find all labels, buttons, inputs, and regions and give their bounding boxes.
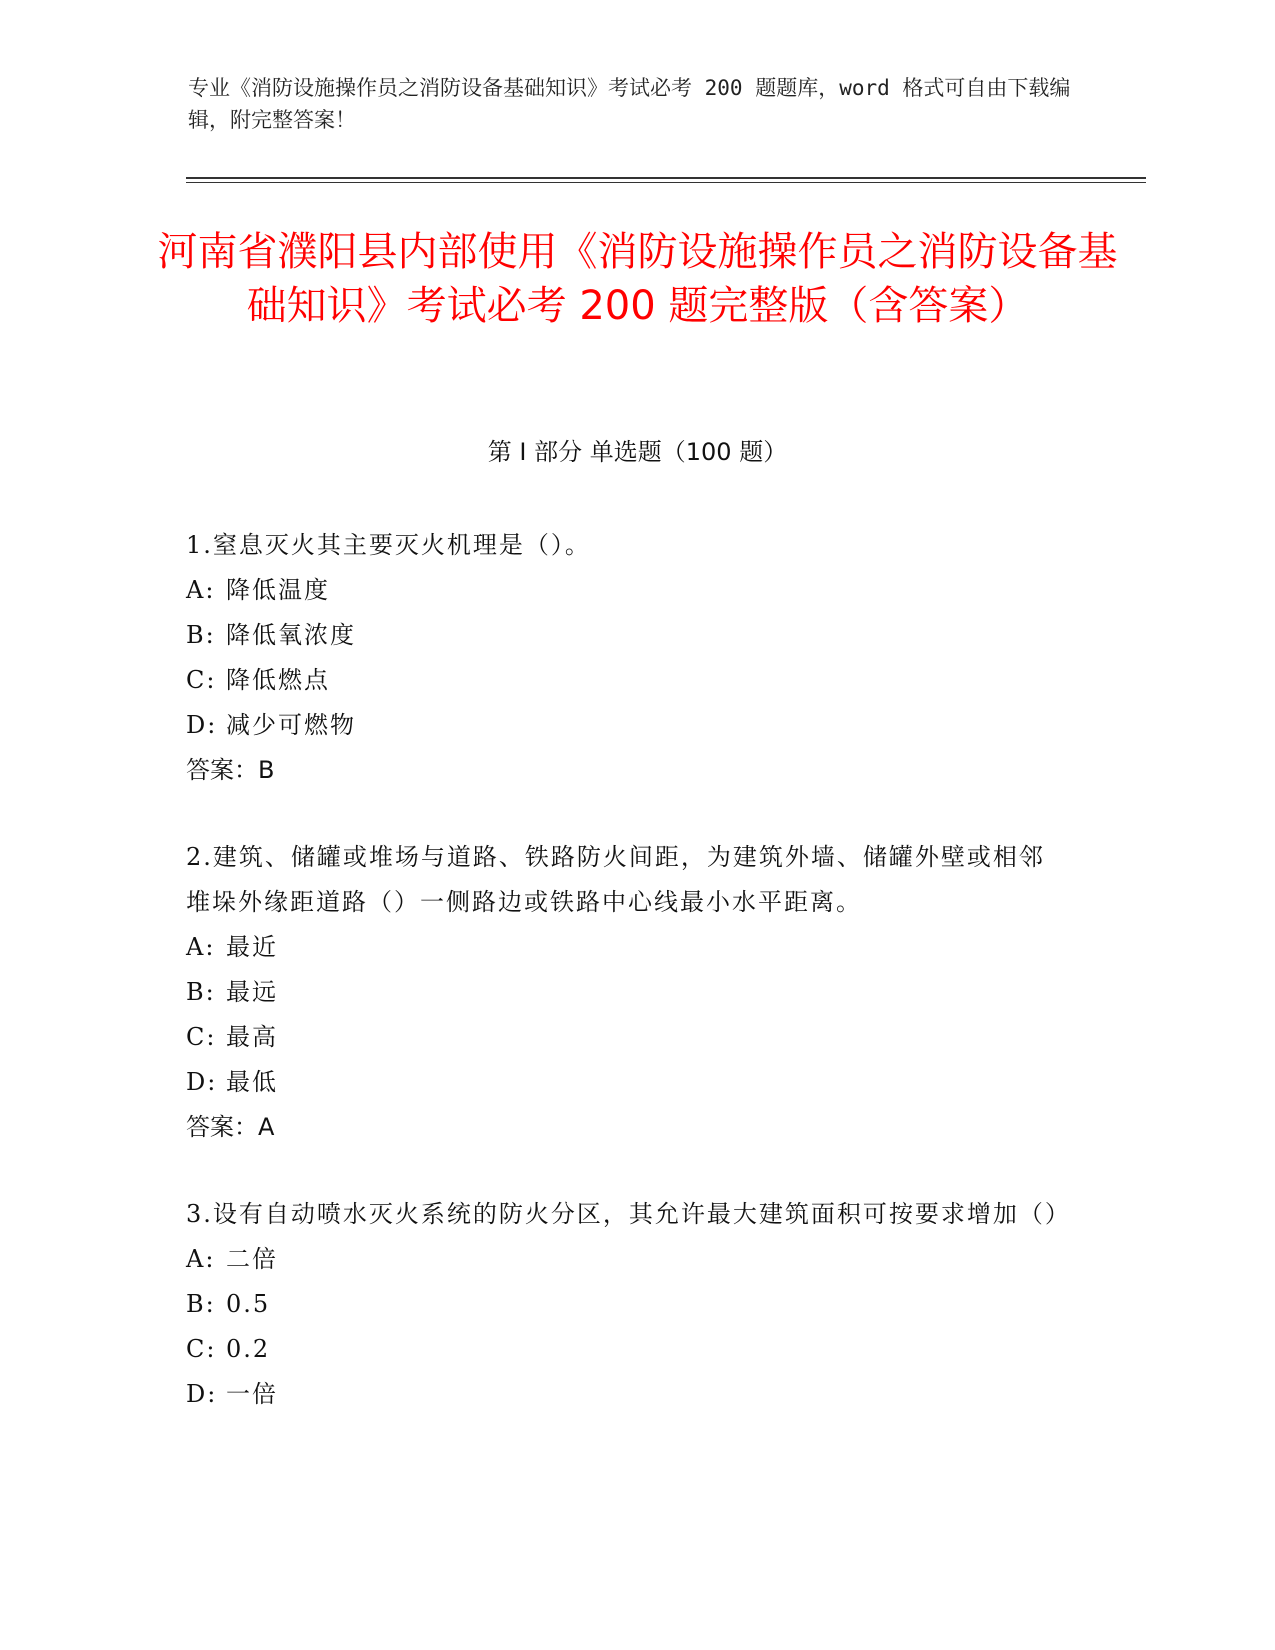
- option-text: 二倍: [226, 1245, 278, 1273]
- option-letter: B:: [186, 1290, 216, 1318]
- option-text: 0.2: [226, 1335, 271, 1363]
- option-text: 最低: [226, 1068, 278, 1096]
- option-text: 降低氧浓度: [226, 621, 356, 649]
- option-letter: D:: [186, 1380, 218, 1408]
- question-stem: 2.建筑、储罐或堆场与道路、铁路防火间距，为建筑外墙、储罐外壁或相邻堆垛外缘距道路（）一侧路边或铁路中心线最小水平距离。: [186, 843, 1045, 916]
- option-text: 最近: [226, 933, 278, 961]
- header-divider-thin: [186, 182, 1146, 183]
- header-divider-thick: [186, 177, 1146, 179]
- option-letter: C:: [186, 666, 217, 694]
- question-3: [186, 1192, 1071, 1417]
- section-title: 第 I 部分 单选题（100 题）: [487, 438, 788, 466]
- document-title: 河南省濮阳县内部使用《消防设施操作员之消防设备基础知识》考试必考 200 题完整版（含答案）: [157, 229, 1118, 329]
- option-letter: C:: [186, 1335, 217, 1363]
- question-stem: 3.设有自动喷水灭火系统的防火分区，其允许最大建筑面积可按要求增加（）: [186, 1200, 1071, 1228]
- answer: 答案：A: [186, 1113, 275, 1141]
- option-text: 最远: [226, 978, 278, 1006]
- option-letter: C:: [186, 1023, 217, 1051]
- header-note: 专业《消防设施操作员之消防设备基础知识》考试必考 200 题题库，word 格式可自由下载编辑，附完整答案！: [188, 76, 1071, 132]
- option-text: 降低燃点: [226, 666, 330, 694]
- option-b: [186, 1282, 1066, 1327]
- option-text: 减少可燃物: [226, 711, 356, 739]
- option-text: 降低温度: [226, 576, 330, 604]
- option-d: [186, 703, 1066, 748]
- option-letter: B:: [186, 621, 216, 649]
- option-text: 0.5: [226, 1290, 271, 1318]
- option-text: 最高: [226, 1023, 278, 1051]
- option-letter: D:: [186, 1068, 218, 1096]
- option-a: [186, 1237, 1066, 1282]
- question-1: [186, 523, 1066, 793]
- option-letter: A:: [186, 933, 216, 961]
- answer: 答案：B: [186, 756, 275, 784]
- question-list: [186, 523, 1071, 1459]
- option-b: [186, 970, 1066, 1015]
- option-text: 一倍: [226, 1380, 278, 1408]
- option-b: [186, 613, 1066, 658]
- option-letter: D:: [186, 711, 218, 739]
- option-d: [186, 1060, 1066, 1105]
- question-2: [186, 835, 1066, 1150]
- option-letter: A:: [186, 576, 216, 604]
- option-c: [186, 1015, 1066, 1060]
- option-d: [186, 1372, 1066, 1417]
- option-c: [186, 658, 1066, 703]
- option-a: [186, 925, 1066, 970]
- option-a: [186, 568, 1066, 613]
- option-c: [186, 1327, 1066, 1372]
- option-letter: B:: [186, 978, 216, 1006]
- option-letter: A:: [186, 1245, 216, 1273]
- question-stem: 1.窒息灭火其主要灭火机理是（）。: [186, 531, 591, 559]
